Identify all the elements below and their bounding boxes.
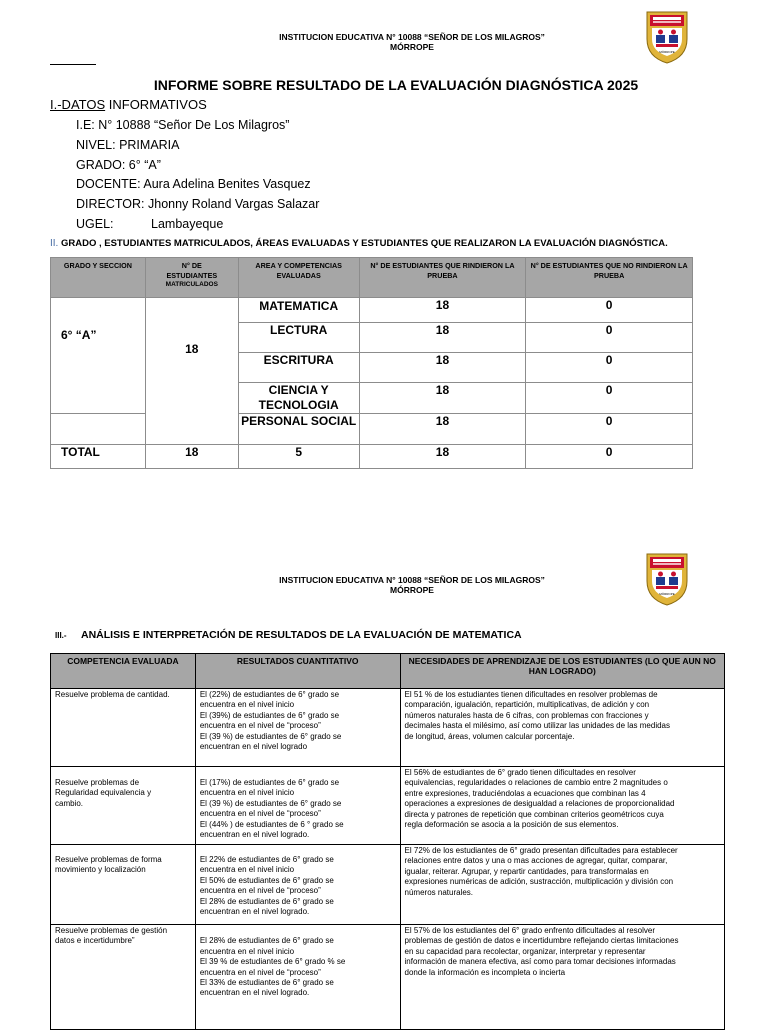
col-area: AREA Y COMPETENCIAS EVALUADAS — [238, 258, 359, 298]
col-resultados: RESULTADOS CUANTITATIVO — [195, 654, 400, 689]
school-town: MÓRROPE — [390, 42, 434, 52]
school-crest-logo — [644, 9, 690, 65]
rindieron-cell: 18 — [359, 323, 526, 353]
crest-town-text: MÓRROPE — [659, 592, 675, 596]
col-competencia: COMPETENCIA EVALUADA — [51, 654, 196, 689]
competencia-cell: Resuelve problema de cantidad. — [51, 689, 196, 767]
rindieron-cell: 18 — [359, 383, 526, 414]
info-grado: GRADO: 6° “A” — [76, 157, 161, 172]
table-row — [51, 925, 725, 1030]
school-header — [230, 32, 594, 52]
competencia-cell: Resuelve problemas de gestión datos e incertidumbre” — [51, 925, 196, 1030]
rindieron-cell: 18 — [359, 414, 526, 445]
resultados-cell: El (17%) de estudiantes de 6° grado se encuentra en el nivel inicio El (39 %) de estudiantes de 6° grado se encuentra en el nivel de “proceso” El (44% ) de estudiantes de 6 ° grado se encuentran en el nivel logrado. — [195, 767, 400, 845]
rindieron-cell: 18 — [359, 353, 526, 383]
analysis-table — [50, 653, 725, 1030]
area-cell: LECTURA — [238, 323, 359, 353]
section-3-heading — [55, 629, 522, 641]
section-1-heading-prefix: I.-DATOS — [50, 97, 106, 112]
section-1-heading-rest: INFORMATIVOS — [105, 97, 207, 112]
no-rindieron-cell: 0 — [526, 414, 693, 445]
school-name: INSTITUCION EDUCATIVA N° 10088 “SEÑOR DE LOS MILAGROS” — [279, 32, 545, 42]
info-nivel: NIVEL: PRIMARIA — [76, 137, 180, 152]
section-3-numeral: III.- — [55, 631, 67, 640]
info-ugel — [76, 215, 319, 235]
area-cell: PERSONAL SOCIAL — [238, 414, 359, 445]
table-row — [51, 767, 725, 845]
section-3-heading-text: ANÁLISIS E INTERPRETACIÓN DE RESULTADOS DE LA EVALUACIÓN DE MATEMATICA — [81, 629, 522, 641]
matriculados-cell: 18 — [145, 298, 238, 445]
total-no-rindieron: 0 — [526, 445, 693, 469]
info-ie: I.E: N° 10888 “Señor De Los Milagros” — [76, 118, 290, 132]
resultados-cell: El 22% de estudiantes de 6° grado se encuentra en el nivel inicio El 50% de estudiantes de 6° grado se encuentra en el nivel de “proceso” El 28% de estudiantes de 6° grado se encuentran en el nivel logrado. — [195, 845, 400, 925]
enrollment-header-row — [51, 258, 693, 298]
necesidades-cell: El 56% de estudiantes de 6° grado tienen dificultades en resolver equivalencias, regularidades o relaciones de cambio entre 2 magnitudes o entre expresiones, traduciéndolas a ecuaciones que combinan las 4 operaciones a expresiones de desigualdad a relaciones de proporcionalidad directa y patrones de repetición que combinan criterios geométricos cuya regla deformación se asocia a la posición de sus elementos. — [400, 767, 724, 845]
info-director: DIRECTOR: Jhonny Roland Vargas Salazar — [76, 197, 320, 212]
school-town: MÓRROPE — [390, 585, 434, 595]
total-row — [51, 445, 693, 469]
info-docente: DOCENTE: Aura Adelina Benites Vasquez — [76, 177, 311, 192]
crest-town-text: MÓRROPE — [659, 50, 675, 54]
rindieron-cell: 18 — [359, 298, 526, 323]
section-2-heading-text: GRADO , ESTUDIANTES MATRICULADOS, ÁREAS EVALUADAS Y ESTUDIANTES QUE REALIZARON LA EVALUACIÓN DIAGNÓSTICA. — [58, 238, 668, 249]
school-header-page-2 — [230, 575, 594, 595]
competencia-cell: Resuelve problemas de forma movimiento y localización — [51, 845, 196, 925]
no-rindieron-cell: 0 — [526, 298, 693, 323]
col-rindieron: N° DE ESTUDIANTES QUE RINDIERON LA PRUEBA — [359, 258, 526, 298]
school-name: INSTITUCION EDUCATIVA N° 10088 “SEÑOR DE LOS MILAGROS” — [279, 575, 545, 585]
col-grado: GRADO Y SECCION — [51, 258, 146, 298]
area-cell: CIENCIA Y TECNOLOGIA — [238, 383, 359, 414]
grado-cell: 6° “A” — [51, 298, 146, 414]
analysis-header-row — [51, 654, 725, 689]
school-crest-logo — [644, 551, 690, 607]
col-no-rindieron: N° DE ESTUDIANTES QUE NO RINDIERON LA PRUEBA — [526, 258, 693, 298]
resultados-cell: El (22%) de estudiantes de 6° grado se encuentra en el nivel inicio El (39%) de estudiantes de 6° grado se encuentra en el nivel de “proceso” El (39 %) de estudiantes de 6° grado se encuentran en el nivel logrado — [195, 689, 400, 767]
area-cell: MATEMATICA — [238, 298, 359, 323]
header-rule — [50, 64, 96, 65]
page-title: INFORME SOBRE RESULTADO DE LA EVALUACIÓN DIAGNÓSTICA 2025 — [153, 77, 639, 93]
section-1-heading — [50, 97, 207, 112]
table-row — [51, 845, 725, 925]
necesidades-cell: El 57% de los estudiantes del 6° grado enfrento dificultades al resolver problemas de gestión de datos e incertidumbre reflejando ciertas limitaciones en su capacidad para recolectar, organizar, interpretar y representar información de manera efectiva, así como para tomar decisiones informadas donde la información es incompleta o incierta — [400, 925, 724, 1030]
info-ugel-value: Lambayeque — [151, 216, 224, 231]
section-2-heading — [50, 238, 668, 249]
info-ugel-label: UGEL: — [76, 216, 114, 231]
section-2-numeral: II. — [50, 238, 59, 249]
total-rindieron: 18 — [359, 445, 526, 469]
no-rindieron-cell: 0 — [526, 383, 693, 414]
total-label: TOTAL — [51, 445, 146, 469]
info-block — [76, 116, 319, 235]
enrollment-table — [50, 257, 693, 469]
table-row — [51, 689, 725, 767]
competencia-cell: Resuelve problemas de Regularidad equivalencia y cambio. — [51, 767, 196, 845]
necesidades-cell: El 72% de los estudiantes de 6° grado presentan dificultades para establecer relaciones entre datos y una o mas acciones de agregar, quitar, comparar, igualar, reiterar. Agrupar, y repartir cantidades, para transformalas en expresiones numéricas de adición, sustracción, multiplicación y división con números naturales. — [400, 845, 724, 925]
resultados-cell: El 28% de estudiantes de 6° grado se encuentra en el nivel inicio El 39 % de estudiantes de 6° grado % se encuentra en el nivel de “proceso” El 33% de estudiantes de 6° grado se encuentran en el nivel logrado. — [195, 925, 400, 1030]
area-cell: ESCRITURA — [238, 353, 359, 383]
necesidades-cell: El 51 % de los estudiantes tienen dificultades en resolver problemas de comparación, igualación, repartición, multiplicativas, de adición y con números naturales hasta de 6 cifras, con problemas con fracciones y decimales hasta el milésimo, así como utilizar las unidades de las medidas de longitud, áreas, volumen calcular porcentaje. — [400, 689, 724, 767]
grado-empty-cell — [51, 414, 146, 445]
no-rindieron-cell: 0 — [526, 323, 693, 353]
col-matriculados: N° DE ESTUDIANTES MATRICULADOS — [145, 258, 238, 298]
no-rindieron-cell: 0 — [526, 353, 693, 383]
total-matriculados: 18 — [145, 445, 238, 469]
col-necesidades: NECESIDADES DE APRENDIZAJE DE LOS ESTUDIANTES (LO QUE AUN NO HAN LOGRADO) — [400, 654, 724, 689]
table-row — [51, 298, 693, 323]
total-areas: 5 — [238, 445, 359, 469]
